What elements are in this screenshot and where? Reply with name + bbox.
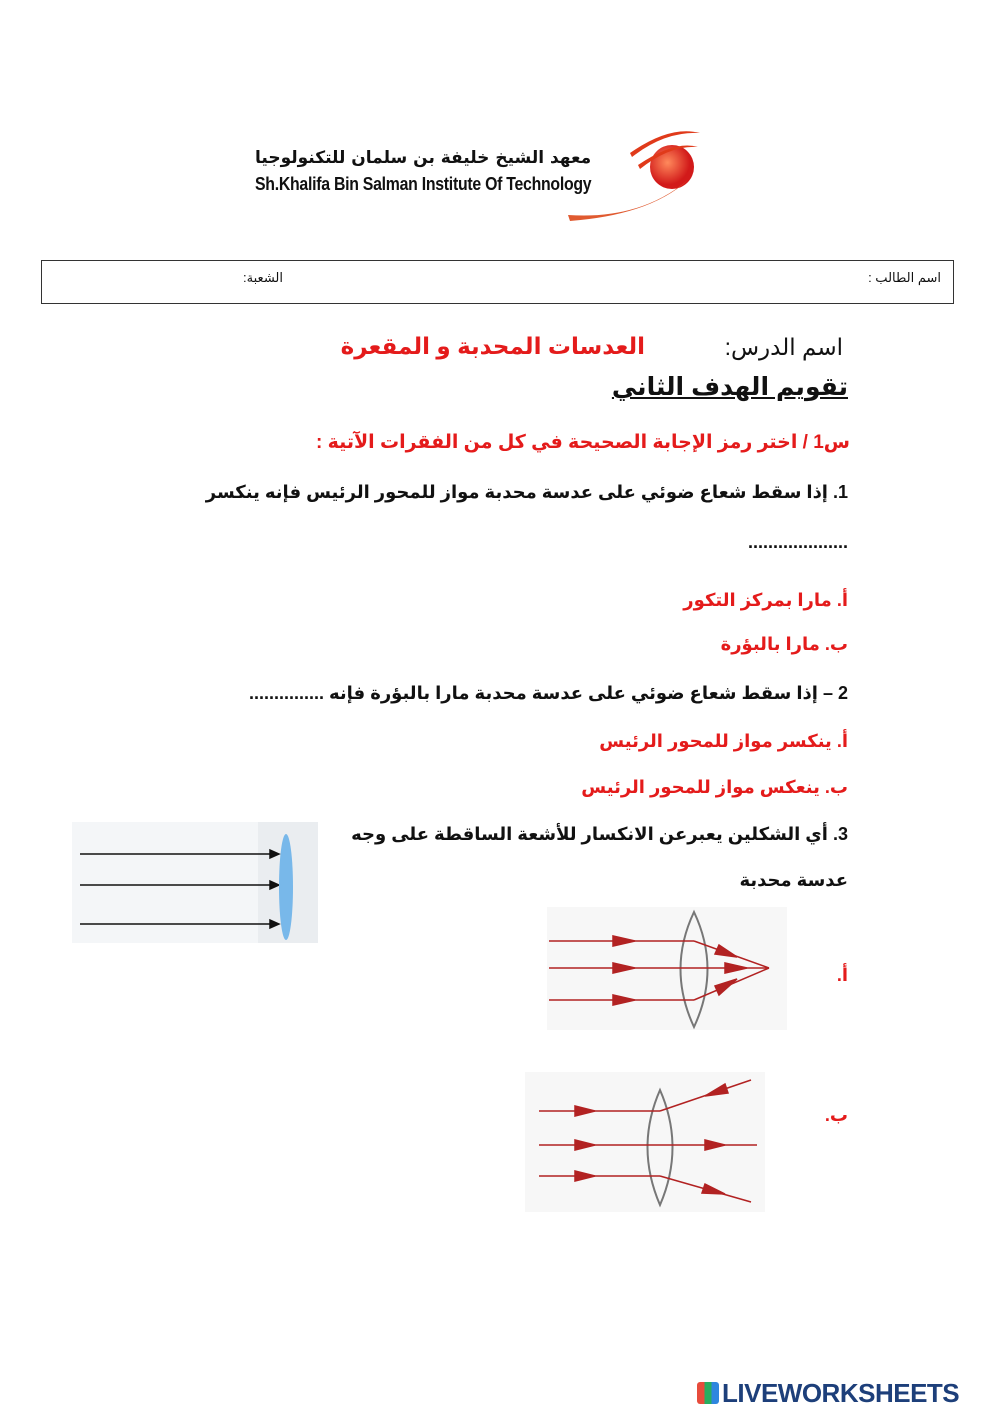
diagram-option-b[interactable] [525, 1072, 765, 1212]
liveworksheets-brand: LIVEWORKSHEETS [722, 1378, 960, 1408]
question-header: س1 / اختر رمز الإجابة الصحيحة في كل من الفقرات الآتية : [316, 432, 850, 453]
logo-english-text: Sh.Khalifa Bin Salman Institute Of Technology [255, 174, 592, 194]
logo-arabic-text: معهد الشيخ خليفة بن سلمان للتكنولوجيا [255, 148, 592, 168]
question-2-option-b[interactable]: ب. ينعكس مواز للمحور الرئيس [581, 777, 848, 797]
student-name-label: اسم الطالب : [868, 270, 941, 285]
question-1-text: 1. إذا سقط شعاع ضوئي على عدسة محدبة مواز للمحور الرئيس فإنه ينكسر [205, 482, 848, 502]
question-3-text-continued: عدسة محدبة [739, 870, 848, 890]
liveworksheets-icon [697, 1382, 719, 1404]
lesson-label: اسم الدرس: [724, 334, 843, 360]
logo-swoosh-icon [560, 125, 705, 225]
diagram-option-a[interactable] [547, 907, 787, 1030]
question-3-text: 3. أي الشكلين يعبرعن الانكسار للأشعة الساقطة على وجه [351, 824, 848, 844]
question-3-option-b[interactable]: ب. [824, 1105, 848, 1125]
question-1-option-b[interactable]: ب. مارا بالبؤرة [720, 634, 848, 654]
question-2-text: 2 – إذا سقط شعاع ضوئي على عدسة محدبة مارا بالبؤرة فإنه ............... [248, 683, 848, 703]
lesson-title: العدسات المحدبة و المقعرة [340, 333, 645, 359]
question-2-option-a[interactable]: أ. ينكسر مواز للمحور الرئيس [599, 731, 848, 751]
question-1-option-a[interactable]: أ. مارا بمركز التكور [683, 590, 848, 610]
question-3-option-a[interactable]: أ. [836, 965, 848, 985]
section-label: الشعبة: [243, 270, 283, 285]
section-subtitle: تقويم الهدف الثاني [611, 373, 848, 401]
liveworksheets-logo [697, 1378, 959, 1409]
incident-rays-lens-diagram [72, 822, 318, 943]
student-info-box [41, 260, 954, 304]
question-1-blank: .................... [747, 532, 848, 552]
